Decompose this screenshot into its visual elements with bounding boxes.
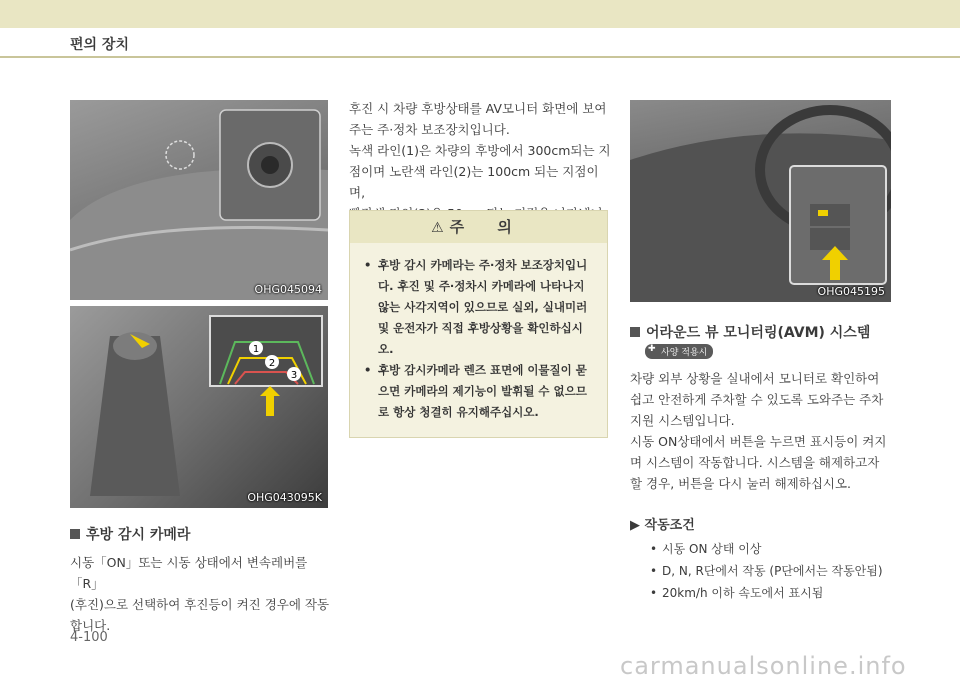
conditions-heading: ▶ 작동조건 <box>630 518 695 533</box>
warning-triangle-icon: ⚠ <box>431 220 444 236</box>
condition-item: • 시동 ON 상태 이상 <box>650 538 883 560</box>
avm-button-photo <box>630 100 891 302</box>
caution-header: ⚠ 주 의 <box>350 211 607 243</box>
condition-item: • 20km/h 이하 속도에서 표시됨 <box>650 582 883 604</box>
marker-2-label: 2 <box>268 358 276 369</box>
image-code: OHG045094 <box>254 283 322 296</box>
watermark-text: carmanualsonline.info <box>620 652 907 680</box>
car-rear-illustration <box>70 100 328 300</box>
rear-view-display-photo <box>70 306 328 508</box>
caution-box <box>349 210 608 438</box>
page-number: 4-100 <box>70 630 108 645</box>
marker-3-label: 3 <box>290 370 298 381</box>
image-code: OHG045195 <box>817 285 885 298</box>
rear-camera-heading: 후방 감시 카메라 <box>70 524 190 544</box>
caution-list <box>350 243 607 423</box>
image-code: OHG043095K <box>247 491 322 504</box>
gear-shift-illustration <box>70 306 328 508</box>
dashboard-illustration <box>630 100 891 302</box>
avm-body: 차량 외부 상황을 실내에서 모니터로 확인하여 쉽고 안전하게 주차할 수 있도록 도와주는 주차 지원 시스템입니다. 시동 ON상태에서 버튼을 누르면 표시등이 켜지 며 시스템이 작동합니다. 시스템을 해제하고자 할 경우, 버튼을 다시 눌러 해제하십시오. <box>630 371 887 491</box>
rear-camera-description: 후진 시 차량 후방상태를 AV모니터 화면에 보여 주는 주·정차 보조장치입니다. 녹색 라인(1)은 차량의 후방에서 300cm되는 지 점이며 노란색 라인(2)는 100cm 되는 지점이며, <box>349 101 611 200</box>
page-section-title: 편의 장치 <box>70 37 129 53</box>
caution-item: • 후방 감시 카메라는 주·정차 보조장치입니다. 후진 및 주·정차시 카메라에 나타나지 않는 사각지역이 있으므로 실외, 실내미러 및 운전자가 직접 후방상황을 확인하십시오. <box>364 255 597 360</box>
triangle-right-icon: ▶ <box>630 518 645 533</box>
square-bullet-icon <box>70 529 80 539</box>
condition-item: • D, N, R단에서 작동 (P단에서는 작동안됨) <box>650 560 883 582</box>
header-rule <box>0 56 960 58</box>
caution-item: • 후방 감시카메라 렌즈 표면에 이물질이 묻으면 카메라의 제기능이 발휘될 수 없으므로 항상 청결히 유지해주십시오. <box>364 360 597 423</box>
rear-camera-body: 시동「ON」또는 시동 상태에서 변속레버를「R」 (후진)으로 선택하여 후진등이 켜진 경우에 작동 합니다. <box>70 555 330 633</box>
marker-1-label: 1 <box>252 344 260 355</box>
avm-heading: 어라운드 뷰 모니터링(AVM) 시스템 <box>630 322 870 342</box>
square-bullet-icon <box>630 327 640 337</box>
option-badge: ✚ 사양 적용시 <box>645 344 713 359</box>
rear-camera-car-photo <box>70 100 328 300</box>
header-band <box>0 0 960 28</box>
conditions-list <box>650 538 883 604</box>
